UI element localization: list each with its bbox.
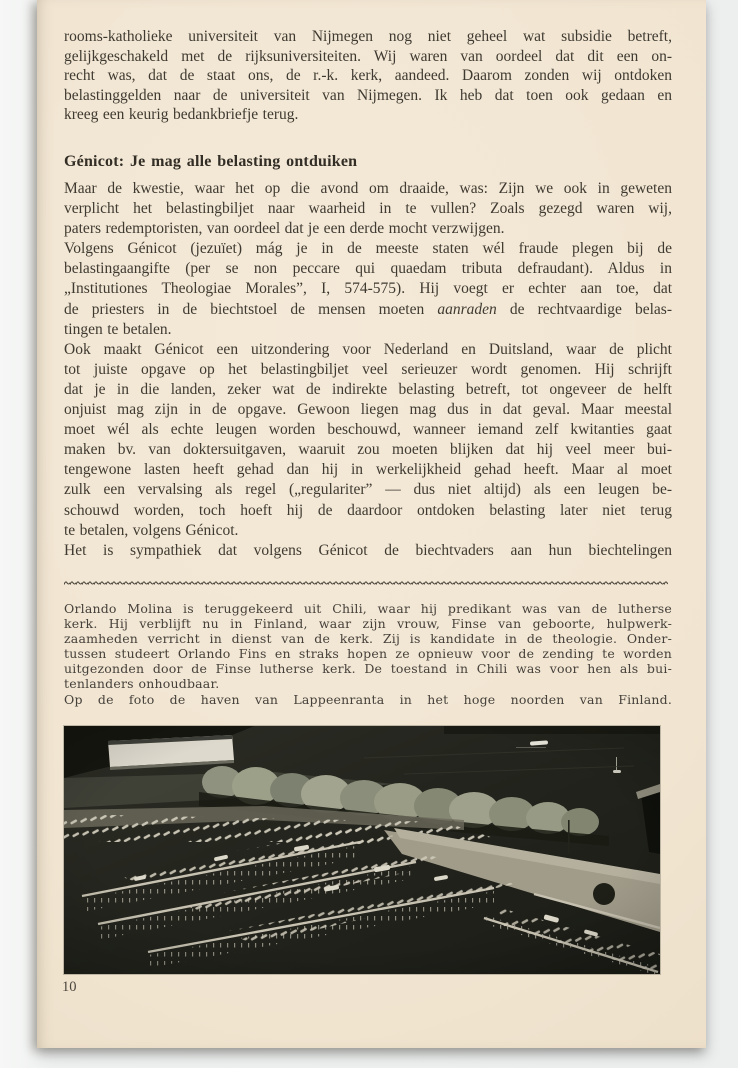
harbor-photo-art [64,726,660,974]
harbor-photo [64,726,660,974]
squiggle-pattern [64,580,668,586]
section-heading: Génicot: Je mag alle belasting ontduiken [64,153,358,170]
magazine-page [37,0,706,1048]
squiggle-divider [64,573,668,579]
body-paragraphs: Maar de kwestie, waar het op die avond om draaide, was: Zijn we ook in geweten verplicht het belastingbiljet naar waarheid in te vullen? Zoals gezegd waren wij, paters redemptoristen, van oordeel dat je een derde mocht verzwijgen. Volgens Génicot (jezuïet) mág je in de meeste staten wél fraude plegen bij de belastingaangifte (per se non peccare qui quaedam tributa defraudant). Aldus in „Institutiones Theologiae Morales”, I, 574-575). Hij voegt er echter aan toe, dat de priesters in de biechtstoel de mensen moeten aanraden de rechtvaardige belas- tingen te betalen. Ook maakt Génicot een uitzondering voor Nederland en Duitsland, waar de plicht tot juiste opgave op het belastingbiljet veel serieuzer wordt genomen. Hij schrijft dat je in die landen, zeker wat de indirekte belasting betreft, tot ongeveer de helft onjuist mag zijn in de opgave. Gewoon liegen mag dus in dat geval. Maar meestal moet wél als echte leugen worden beschouwd, wanneer iemand zelf kwitanties gaat maken bv. van doktersuitgaven, waaruit zou moeten blijken dat hij veel meer bui- tengewone lasten heeft gehad dan hij in werkelijkheid gehad heeft. Maar al moet zulk een vervalsing als regel („regulariter” — dus niet altijd) als een leugen be- schouwd worden, toch hoeft hij de daardoor ontdoken belasting later niet terug te betalen, volgens Génicot. Het is sympathiek dat volgens Génicot de biechtvaders aan hun biechtelingen [64,180,673,559]
page-number: 10 [62,979,77,995]
news-note: Orlando Molina is teruggekeerd uit Chili, waar hij predikant was van de lutherse kerk. Hij verblijft nu in Finland, waar zijn vrouw, Finse van geboorte, hulpwerk- zaamheden verricht in dienst van de kerk. Zij is kandidate in de theologie. Onder- tussen studeert Orlando Fins en straks hopen ze opnieuw voor de zending te worden uitgezonden door de Finse lutherse kerk. De toestand in Chili was voor hen als bui- tenlanders onhoudbaar. Op de foto de haven van Lappeenranta in het hoge noorden van Finland. [64,601,672,707]
intro-paragraph: rooms-katholieke universiteit van Nijmegen nog niet geheel wat subsidie betreft, gelijkgeschakeld met de rijksuniversiteiten. Wij waren van oordeel dat dit een on- recht was, dat de staat ons, de r.-k. kerk, aandeed. Daarom zonden wij ontdoken belastinggelden naar de universiteit van Nijmegen. Ik heb dat toen ook gedaan en kreeg een keurig bedankbriefje terug. [64,28,672,124]
